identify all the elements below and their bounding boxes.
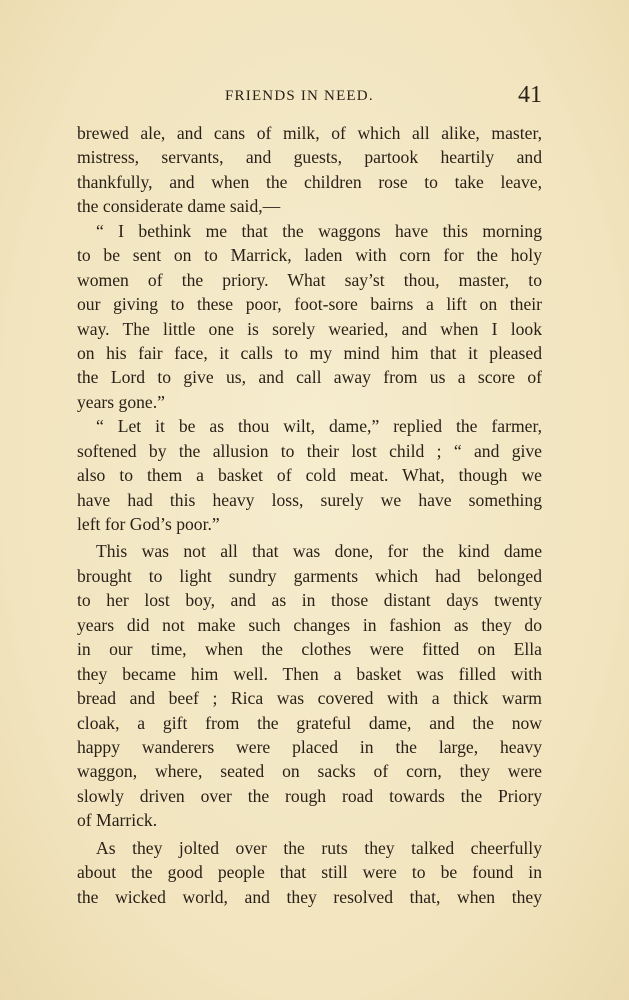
text-line: mistress, servants, and guests, partook heartily and — [77, 147, 542, 168]
text-line: to her lost boy, and as in those distant days twenty — [77, 590, 542, 611]
page-number: 41 — [518, 82, 542, 108]
text-line: in our time, when the clothes were fitted on Ella — [77, 639, 542, 660]
text-line: cloak, a gift from the grateful dame, and the now — [77, 712, 542, 733]
text-line: thankfully, and when the children rose to take leave, — [77, 171, 542, 192]
text-line: the wicked world, and they resolved that, when they — [77, 886, 542, 907]
text-line: years did not make such changes in fashion as they do — [77, 614, 542, 635]
text-line: “ Let it be as thou wilt, dame,” replied the farmer, — [96, 416, 542, 437]
text-line: to be sent on to Marrick, laden with corn for the holy — [77, 245, 542, 266]
text-line: way. The little one is sorely wearied, and when I look — [77, 318, 542, 339]
text-line: also to them a basket of cold meat. What, though we — [77, 465, 542, 486]
text-line: the considerate dame said,— — [77, 196, 281, 217]
text-line: years gone.” — [77, 391, 165, 412]
text-line: waggon, where, seated on sacks of corn, they were — [77, 761, 542, 782]
text-line: “ I bethink me that the waggons have this morning — [96, 220, 542, 241]
text-line: brewed ale, and cans of milk, of which all alike, master, — [77, 123, 542, 143]
text-line: As they jolted over the ruts they talked cheerfully — [96, 837, 542, 858]
text-line: of Marrick. — [77, 810, 158, 831]
text-line: they became him well. Then a basket was filled with — [77, 663, 542, 684]
text-line: our giving to these poor, foot-sore bairns a lift on their — [77, 294, 542, 315]
text-line: brought to light sundry garments which had belonged — [77, 565, 542, 586]
text-line: the Lord to give us, and call away from us a score of — [77, 367, 542, 388]
text-line: about the good people that still were to be found in — [77, 862, 542, 883]
text-line: women of the priory. What say’st thou, master, to — [77, 269, 542, 290]
running-head: FRIENDS IN NEED. — [225, 88, 374, 104]
text-line: happy wanderers were placed in the large, heavy — [77, 736, 542, 757]
text-line: softened by the allusion to their lost child ; “ and give — [77, 440, 542, 461]
text-line: bread and beef ; Rica was covered with a thick warm — [77, 688, 542, 709]
body-text — [77, 121, 542, 909]
text-line: slowly driven over the rough road towards the Priory — [77, 785, 542, 806]
page-header — [77, 84, 542, 110]
text-line: left for God’s poor.” — [77, 514, 220, 534]
text-line: This was not all that was done, for the kind dame — [96, 541, 542, 562]
text-line: have had this heavy loss, surely we have something — [77, 489, 542, 510]
text-line: on his fair face, it calls to my mind him that it pleased — [77, 342, 542, 363]
